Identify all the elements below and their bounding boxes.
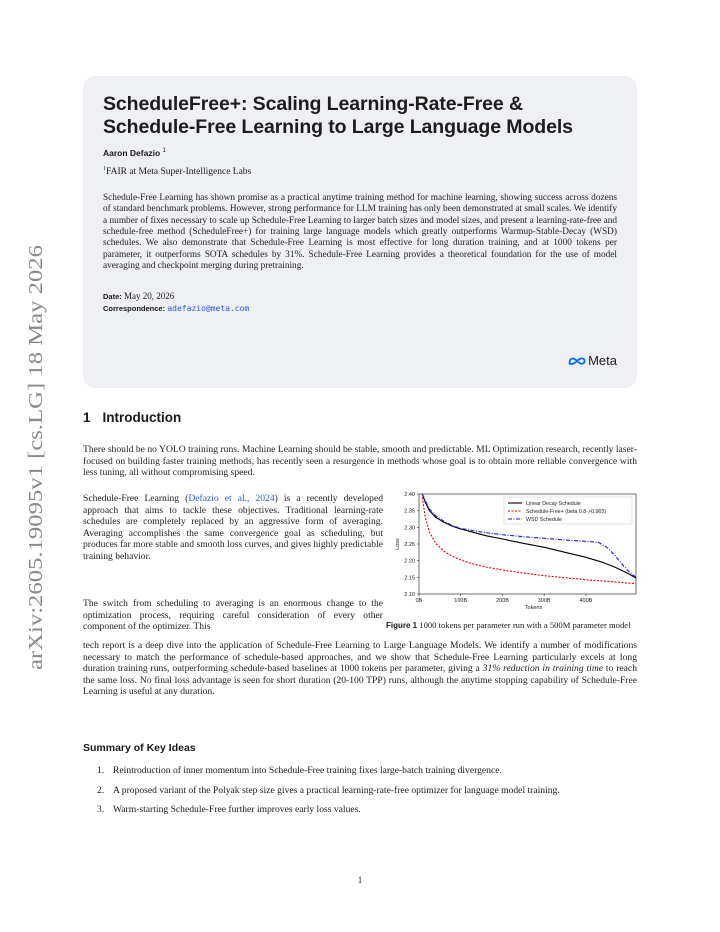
- list-number: 3.: [97, 804, 105, 816]
- y-tick-label: 2.10: [404, 592, 415, 598]
- meta-logo: [568, 353, 617, 368]
- correspondence-label: Correspondence:: [103, 304, 166, 314]
- paper-title: ScheduleFree+: Scaling Learning-Rate-Free & Schedule-Free Learning to Large Language Models: [103, 93, 573, 138]
- y-axis-label: Loss: [395, 538, 401, 550]
- y-tick-label: 2.25: [404, 542, 415, 548]
- summary-heading: Summary of Key Ideas: [83, 742, 196, 754]
- y-tick-label: 2.35: [404, 508, 415, 515]
- paragraph-text: to reach the same loss. No final loss advantage is seen for short duration (20-100 TPP) runs, although the anytime stopping capability of Schedule-Free Learning is useful at any duration.: [83, 663, 637, 698]
- arxiv-stamp: [20, 240, 50, 680]
- summary-list: [83, 765, 637, 824]
- arxiv-identifier: arXiv:2605.19095v1 [cs.LG] 18 May 2026: [26, 334, 47, 670]
- figure-label: Figure 1: [386, 621, 418, 630]
- list-item: [83, 804, 637, 816]
- figure-caption-text: 1000 tokens per parameter run with a 500M parameter model: [419, 620, 631, 630]
- x-tick-label: 200B: [496, 598, 509, 604]
- figure-1: [386, 489, 640, 611]
- section-heading-introduction: [83, 410, 181, 425]
- affiliation-mark: 1: [103, 166, 106, 172]
- legend-entry: Linear Decay Schedule: [526, 501, 581, 507]
- author-affiliation-mark: 1: [162, 148, 166, 155]
- citation-link[interactable]: Defazio et al., 2024: [188, 493, 275, 504]
- paper-header: [83, 76, 637, 388]
- author-line: [103, 148, 617, 158]
- section-title: Introduction: [102, 410, 182, 425]
- list-text: A proposed variant of the Polyak step size gives a practical learning-rate-free optimizer for language model training.: [113, 784, 560, 796]
- x-tick-label: 100B: [454, 598, 468, 604]
- paragraph-text: Schedule-Free Learning (: [83, 493, 189, 504]
- paragraph-text: tech report is a deep dive into the application of Schedule-Free Learning to Large Language Models. We identify a number of modifications necessary to match the performance of schedule-based approaches, and we show that Schedule-Free Learning particularly excels at long duration training runs, outperforming schedule-based baselines at 1000 tokens per parameter, giving a: [83, 640, 637, 675]
- correspondence-email-link[interactable]: adefazio@meta.com: [167, 304, 250, 314]
- y-tick-label: 2.15: [404, 575, 415, 582]
- date-row: [103, 291, 617, 301]
- date-value: May 20, 2026: [124, 291, 175, 302]
- page-number: 1: [357, 875, 363, 885]
- y-tick-label: 2.20: [404, 558, 415, 565]
- paragraph-text: ) is a recently developed approach that aims to tackle these objectives. Traditional learning-rate schedules are completely replaced by an aggressive form of averaging. Averaging accomplishes the same convergence goal as scheduling, but produces far more stable and smooth loss curves, and gives highly predictable training behavior.: [83, 493, 384, 562]
- author-name: Aaron Defazio: [103, 148, 161, 158]
- intro-paragraph-3-start: The switch from scheduling to averaging is an enormous change to the optimization process, requiring careful consideration of every other component of the optimizer. This: [83, 598, 383, 633]
- x-tick-label: 400B: [579, 598, 593, 604]
- list-text: Reintroduction of inner momentum into Schedule-Free training fixes large-batch training divergence.: [113, 765, 502, 776]
- list-number: 2.: [97, 784, 105, 796]
- meta-logo-text: Meta: [588, 353, 617, 368]
- meta-infinity-icon: [568, 356, 586, 366]
- list-item: [83, 765, 637, 777]
- intro-paragraph-3-continued: [83, 640, 637, 698]
- correspondence-row: [103, 303, 617, 313]
- x-tick-label: 0B: [415, 598, 423, 604]
- date-label: Date:: [103, 292, 122, 302]
- x-axis-label: Tokens: [524, 605, 543, 611]
- affiliation: FAIR at Meta Super-Intelligence Labs: [106, 167, 252, 178]
- loss-chart: [386, 489, 640, 614]
- intro-paragraph-1: There should be no YOLO training runs. Machine Learning should be stable, smooth and predictable. ML Optimization research, recently laser-focused on building faster training methods, has recently seen a resurgence in methods whose goal is to obtain more reliable convergence with less tuning, all without compromising speed.: [83, 444, 637, 479]
- legend-entry: WSD Schedule: [526, 517, 562, 523]
- list-number: 1.: [97, 765, 105, 776]
- list-text: Warm-starting Schedule-Free further improves early loss values.: [113, 804, 361, 816]
- emphasized-text: 31% reduction in training time: [482, 663, 604, 675]
- list-item: [83, 785, 637, 797]
- y-tick-label: 2.40: [404, 492, 415, 498]
- x-tick-label: 300B: [537, 598, 551, 604]
- y-tick-label: 2.30: [404, 525, 415, 532]
- legend-entry: Schedule-Free+ (beta 0.8->0.965): [526, 509, 607, 515]
- intro-paragraph-2: [83, 493, 383, 563]
- abstract: Schedule-Free Learning has shown promise as a practical anytime training method for machine learning, showing success across dozens of standard benchmark problems. However, strong performance for LLM training has only been demonstrated at small scales. We identify a number of fixes necessary to scale up Schedule-Free Learning to larger batch sizes and model sizes, and present a learning-rate-free and schedule-free method (ScheduleFree+) for training large language models which greatly outperforms Warmup-Stable-Decay (WSD) schedules. We also demonstrate that Schedule-Free Learning is most effective for long duration training, and at 1000 tokens per parameter, it outperforms SOTA schedules by 31%. Schedule-Free Learning provides a theoretical foundation for the use of model averaging and checkpoint merging during pretraining.: [103, 193, 617, 271]
- figure-caption: [386, 621, 638, 631]
- section-number: 1: [83, 410, 91, 425]
- affiliation-line: [103, 166, 617, 177]
